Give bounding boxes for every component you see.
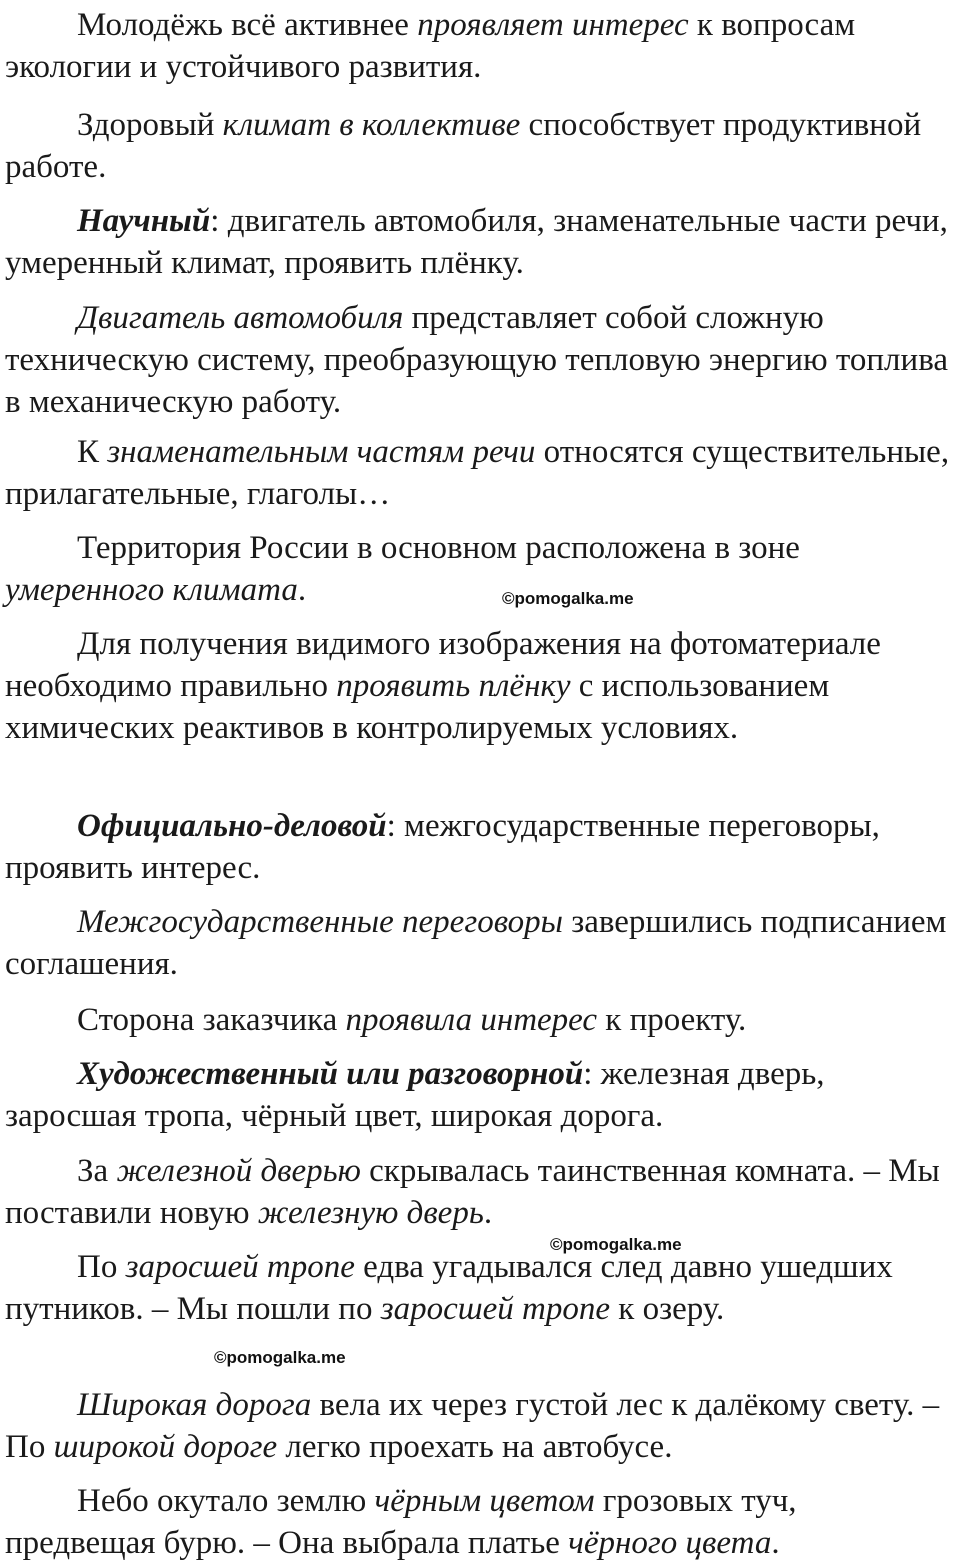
paragraph-8	[5, 805, 955, 889]
paragraph-10	[5, 999, 955, 1041]
text-segment: По	[77, 1249, 126, 1285]
italic-term: климат в коллективе	[222, 107, 521, 143]
italic-term: Двигатель автомобиля	[77, 300, 404, 336]
italic-term: железной дверью	[116, 1153, 361, 1189]
paragraph-12	[5, 1150, 955, 1234]
style-heading: Научный	[77, 203, 211, 239]
text-segment: К	[77, 434, 108, 470]
text-segment: способствует продуктивной работе.	[5, 107, 922, 185]
text-segment: к озеру.	[610, 1291, 725, 1327]
paragraph-13	[5, 1246, 955, 1330]
style-heading: Официально-деловой	[77, 808, 387, 844]
text-segment: к вопросам экологии и устойчивого развития.	[5, 7, 856, 85]
text-segment: Небо окутало землю	[77, 1483, 375, 1519]
text-segment: .	[771, 1525, 780, 1561]
paragraph-4	[5, 297, 955, 423]
paragraph-11	[5, 1053, 955, 1137]
italic-term: проявила интерес	[345, 1002, 598, 1038]
text-segment: : двигатель автомобиля, знаменательные части речи, умеренный климат, проявить плёнку.	[5, 203, 948, 281]
text-segment: Сторона заказчика	[77, 1002, 346, 1038]
text-segment: легко проехать на автобусе.	[277, 1429, 673, 1465]
paragraph-1	[5, 4, 955, 88]
text-segment: : межгосударственные переговоры, проявить интерес.	[5, 808, 880, 886]
text-segment: завершились подписанием соглашения.	[5, 904, 947, 982]
paragraph-3	[5, 200, 955, 284]
paragraph-5	[5, 431, 955, 515]
text-segment: с использованием химических реактивов в контролируемых условиях.	[5, 668, 830, 746]
watermark-1: ©pomogalka.me	[502, 589, 634, 608]
text-segment: Здоровый	[77, 107, 223, 143]
italic-term: заросшей тропе	[380, 1291, 611, 1327]
paragraph-15	[5, 1480, 955, 1564]
text-segment: относятся существительные, прилагательные, глаголы…	[5, 434, 950, 512]
italic-term: проявить плёнку	[336, 668, 571, 704]
italic-term: знаменательным частям речи	[107, 434, 536, 470]
paragraph-7	[5, 623, 955, 749]
italic-term: железную дверь	[257, 1195, 484, 1231]
paragraph-2	[5, 104, 955, 188]
italic-term: Межгосударственные переговоры	[77, 904, 563, 940]
italic-term: чёрного цвета	[568, 1525, 772, 1561]
italic-term: Широкая дорога	[77, 1387, 312, 1423]
text-segment: к проекту.	[597, 1002, 747, 1038]
watermark-2: ©pomogalka.me	[550, 1235, 682, 1254]
text-segment: Территория России в основном расположена в зоне	[77, 530, 800, 566]
text-segment: представляет собой сложную техническую систему, преобразующую тепловую энергию топлива в механическую работу.	[5, 300, 948, 420]
italic-term: умеренного климата	[5, 572, 298, 608]
italic-term: широкой дороге	[53, 1429, 278, 1465]
text-segment: : железная дверь, заросшая тропа, чёрный цвет, широкая дорога.	[5, 1056, 825, 1134]
text-segment: .	[483, 1195, 493, 1231]
text-segment: скрывалась таинственная комната. – Мы поставили новую	[5, 1153, 940, 1231]
paragraph-14	[5, 1384, 955, 1468]
text-segment: За	[77, 1153, 117, 1189]
text-segment: Для получения видимого изображения на фотоматериале необходимо правильно	[5, 626, 881, 704]
watermark-3: ©pomogalka.me	[214, 1348, 346, 1367]
paragraph-6	[5, 527, 955, 611]
italic-term: проявляет интерес	[417, 7, 689, 43]
style-heading: Художественный или разговорной	[77, 1056, 584, 1092]
paragraph-9	[5, 901, 955, 985]
text-segment: едва угадывался след давно ушедших путников. – Мы пошли по	[5, 1249, 893, 1327]
italic-term: чёрным цветом	[374, 1483, 595, 1519]
text-segment: Молодёжь всё активнее	[77, 7, 418, 43]
text-segment: вела их через густой лес к далёкому свету. – По	[5, 1387, 940, 1465]
text-segment: .	[297, 572, 307, 608]
text-segment: грозовых туч, предвещая бурю. – Она выбрала платье	[5, 1483, 797, 1561]
italic-term: заросшей тропе	[125, 1249, 355, 1285]
